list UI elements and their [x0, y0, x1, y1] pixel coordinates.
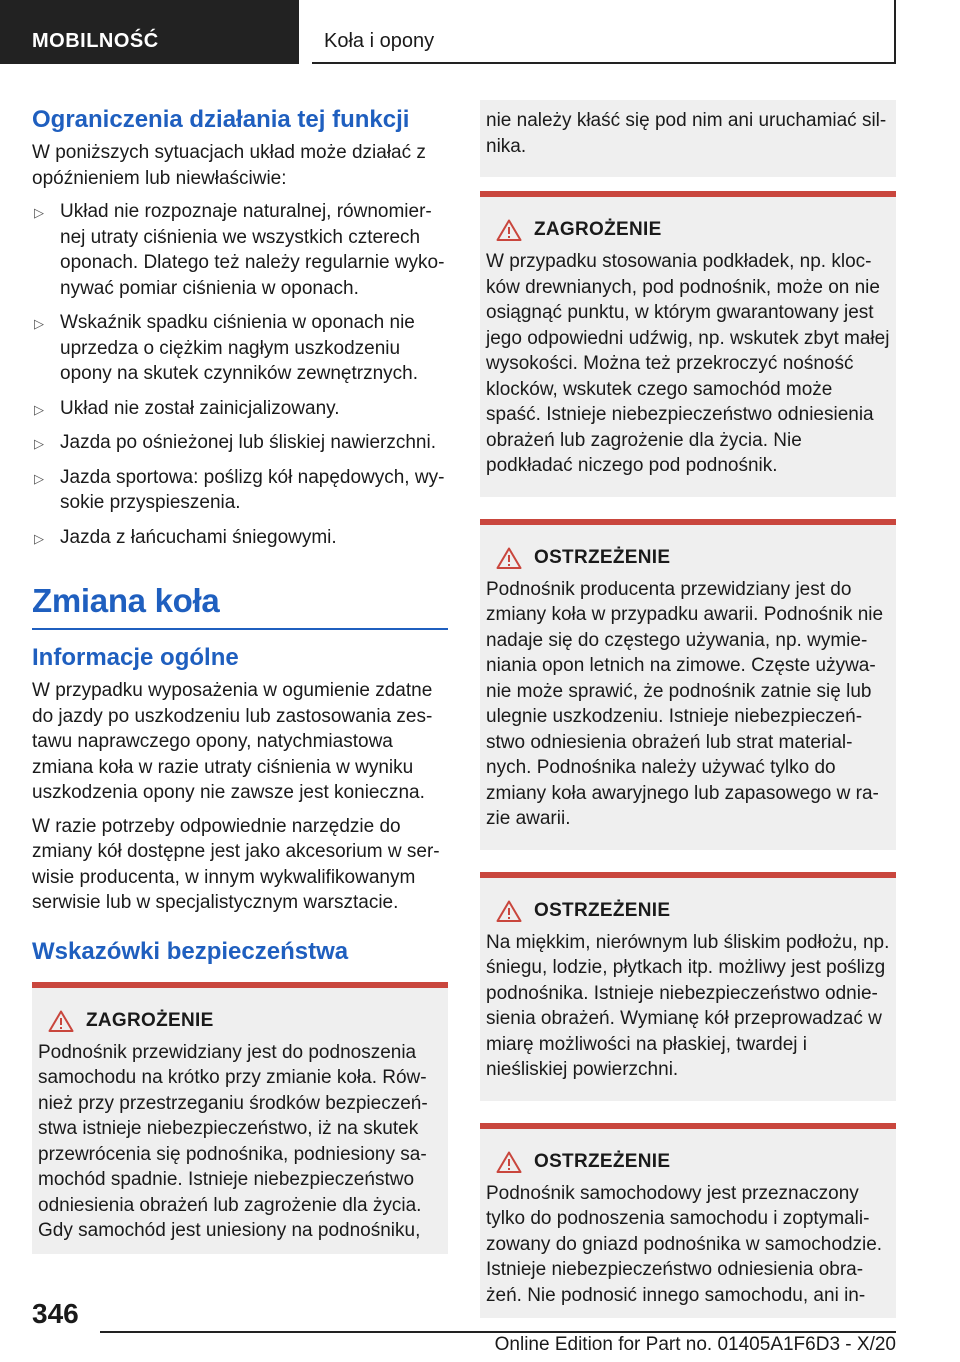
- warning-box-danger-1: [32, 982, 448, 1254]
- warning-triangle-icon: [496, 900, 522, 922]
- triangle-bullet-icon: ▷: [34, 470, 44, 486]
- triangle-bullet-icon: ▷: [34, 316, 44, 331]
- warning-box-danger-1-continued: [480, 100, 896, 177]
- left-column: [32, 96, 448, 1254]
- header-section-tab: MOBILNOŚĆ: [0, 0, 299, 64]
- warning-text: Podnośnik samochodowy jest przeznaczony tylko do podnoszenia samochodu i zoptymalizowany do gniazd podnośnika w samochodzie. Istnieje niebezpieczeństwo odniesienia obrażeń. Nie podnosić innego samochodu, ani in-: [486, 1182, 883, 1306]
- warning-title: ZAGROŻENIE: [534, 219, 662, 240]
- footer-edition-text: Online Edition for Part no. 01405A1F6D3 - X/20: [494, 1334, 896, 1355]
- triangle-bullet-icon: ▷: [34, 401, 44, 417]
- list-item: ▷ Układ nie został zainicjalizowany.: [32, 396, 448, 422]
- warning-title: ZAGROŻENIE: [86, 1009, 214, 1031]
- right-column: [480, 100, 896, 1318]
- warning-title: OSTRZEŻENIE: [534, 546, 671, 568]
- list-item: ▷ Wskaźnik spadku ciśnienia w oponach nie uprzedza o ciężkim nagłym uszkodzeniu opony na skutek czynników zewnętrznych.: [34, 312, 419, 384]
- warning-text: Podnośnik producenta przewidziany jest do zmiany koła w przypadku awarii. Podnośnik nie nadaje się do częstego używania, np. wymieniania opon letnich na zimowe. Częste używanie może sprawić, że podnośnik zatnie się lub ulegnie uszkodzeniu. Istnieje niebezpieczeństwo odniesienia obrażeń lub strat materialnych. Podnośnika należy używać tylko do zmiany koła awaryjnego lub zapasowego w razie awarii.: [486, 578, 884, 829]
- warning-title: OSTRZEŻENIE: [534, 1150, 671, 1172]
- general-info-heading: Informacje ogólne: [32, 644, 239, 671]
- warning-triangle-icon: [48, 1010, 74, 1032]
- list-item: ▷ Układ nie rozpoznaje naturalnej, równomiernej utraty ciśnienia we wszystkich czterech oponach. Dlatego też należy regularnie wykonywać pomiar ciśnienia w oponach.: [34, 201, 445, 299]
- warning-triangle-icon: [496, 1151, 522, 1173]
- warning-text: Na miękkim, nierównym lub śliskim podłożu, np. śniegu, lodzie, płytkach itp. możliwy jest poślizg podnośnika. Istnieje niebezpieczeństwo odniesienia obrażeń. Wymianę kół przeprowadzać w miarę możliwości na płaskiej, twardej i nieśliskiej powierzchni.: [486, 931, 890, 1080]
- triangle-bullet-icon: ▷: [34, 436, 44, 451]
- general-info-paragraph-2: W razie potrzeby odpowiednie narzędzie do zmiany kół dostępne jest jako akcesorium w serwisie producenta, w innym wykwalifikowanym serwisie lub w specjalistycznym warsztacie.: [32, 815, 440, 913]
- safety-heading: Wskazówki bezpieczeństwa: [32, 937, 349, 965]
- footer-divider: [100, 1331, 896, 1333]
- warning-text: nie należy kłaść się pod nim ani uruchamiać silnika.: [486, 110, 887, 157]
- warning-box-caution-1: [480, 519, 896, 850]
- warning-box-danger-2: [480, 191, 896, 497]
- list-item: ▷ Jazda po ośnieżonej lub śliskiej nawierzchni.: [32, 430, 448, 456]
- warning-triangle-icon: [496, 219, 522, 241]
- triangle-bullet-icon: ▷: [34, 205, 44, 220]
- wheel-change-heading: Zmiana koła: [32, 580, 448, 630]
- warning-text: W przypadku stosowania podkładek, np. klocków drewnianych, pod podnośnik, może on nie osiągnąć punktu, w którym gwarantowany jest jego odpowiedni udźwig, np. wskutek zbyt małej wysokości. Można też przekroczyć nośność klocków, wskutek czego samochód może spaść. Istnieje niebezpieczeństwo odniesienia obrażeń lub zagrożenie dla życia. Nie podkładać niczego pod podnośnik.: [486, 251, 890, 476]
- page-number: 346: [32, 1298, 79, 1329]
- warning-box-caution-2: [480, 872, 896, 1101]
- header-chapter-title: Koła i opony: [312, 0, 896, 64]
- list-item: ▷ Jazda z łańcuchami śniegowymi.: [32, 525, 448, 551]
- warning-triangle-icon: [496, 547, 522, 569]
- warning-box-caution-3: [480, 1123, 896, 1319]
- limits-list: [32, 199, 448, 550]
- warning-title: OSTRZEŻENIE: [534, 899, 671, 921]
- limits-intro: W poniższych sytuacjach układ może działać z opóźnieniem lub niewłaściwie:: [32, 142, 426, 189]
- list-item: ▷ Jazda sportowa: poślizg kół napędowych, wysokie przyspieszenia.: [34, 466, 445, 513]
- triangle-bullet-icon: ▷: [34, 530, 44, 546]
- limits-heading: Ograniczenia działania tej funkcji: [32, 106, 410, 133]
- general-info-paragraph-1: W przypadku wyposażenia w ogumienie zdatne do jazdy po uszkodzeniu lub zastosowania zestawu naprawczego opony, natychmiastowa zmiana koła w razie utraty ciśnienia w wyniku uszkodzenia opony nie zawsze jest konieczna.: [32, 680, 433, 803]
- warning-text: Podnośnik przewidziany jest do podnoszenia samochodu na krótko przy zmianie koła. Również przy przestrzeganiu środków bezpieczeństwa istnieje niebezpieczeństwo, iż na skutek przewrócenia się podnośnika, podniesiony samochód spadnie. Istnieje niebezpieczeństwo odniesienia obrażeń lub zagrożenie dla życia. Gdy samochód jest uniesiony na podnośniku,: [38, 1041, 428, 1241]
